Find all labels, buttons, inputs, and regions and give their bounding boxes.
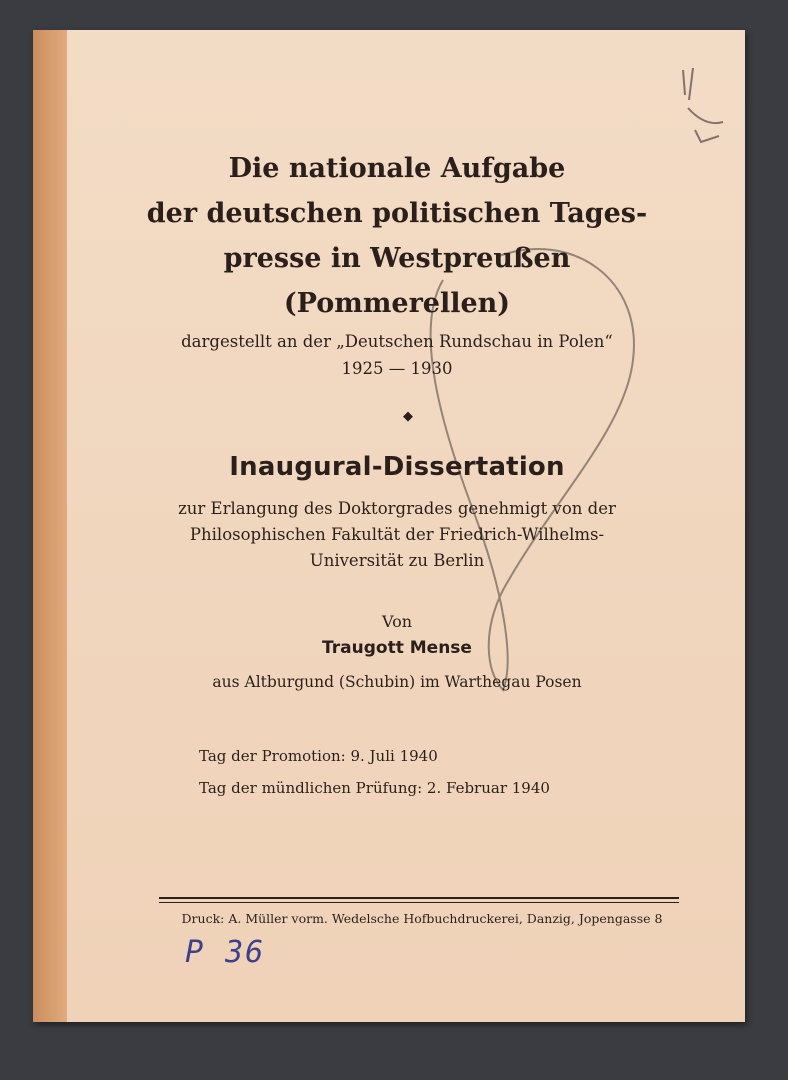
purpose-line: Philosophischen Fakultät der Friedrich-Wilhelms- [189, 525, 605, 544]
document-subtitle [87, 328, 707, 382]
library-stamp: P 36 [185, 935, 266, 970]
purpose-line: zur Erlangung des Doktorgrades genehmigt von der [178, 499, 616, 518]
divider-rule [159, 902, 679, 903]
dissertation-purpose [87, 496, 707, 574]
von-label: Von [381, 612, 413, 631]
document-cover [33, 30, 745, 1022]
author-origin: aus Altburgund (Schubin) im Warthegau Posen [212, 673, 582, 691]
promotion-date: Tag der Promotion: 9. Juli 1940 [199, 747, 438, 765]
document-title [87, 146, 707, 326]
exam-date: Tag der mündlichen Prüfung: 2. Februar 1940 [199, 779, 550, 797]
subtitle-line: 1925 — 1930 [341, 359, 453, 378]
diamond-ornament-icon: ◆ [403, 409, 413, 424]
author-name: Traugott Mense [322, 638, 472, 658]
title-line: (Pommerellen) [283, 288, 511, 319]
printer-imprint: Druck: A. Müller vorm. Wedelsche Hofbuchdruckerei, Danzig, Jopengasse 8 [181, 911, 663, 926]
title-line: der deutschen politischen Tages- [146, 198, 648, 229]
dissertation-label: Inaugural-Dissertation [229, 452, 565, 482]
purpose-line: Universität zu Berlin [309, 551, 485, 570]
title-line: Die nationale Aufgabe [228, 153, 566, 184]
cover-content [67, 30, 745, 1022]
title-line: presse in Westpreußen [223, 243, 571, 274]
dates-block [199, 740, 550, 804]
divider-rule [159, 897, 679, 899]
subtitle-line: dargestellt an der „Deutschen Rundschau in Polen“ [181, 332, 613, 351]
